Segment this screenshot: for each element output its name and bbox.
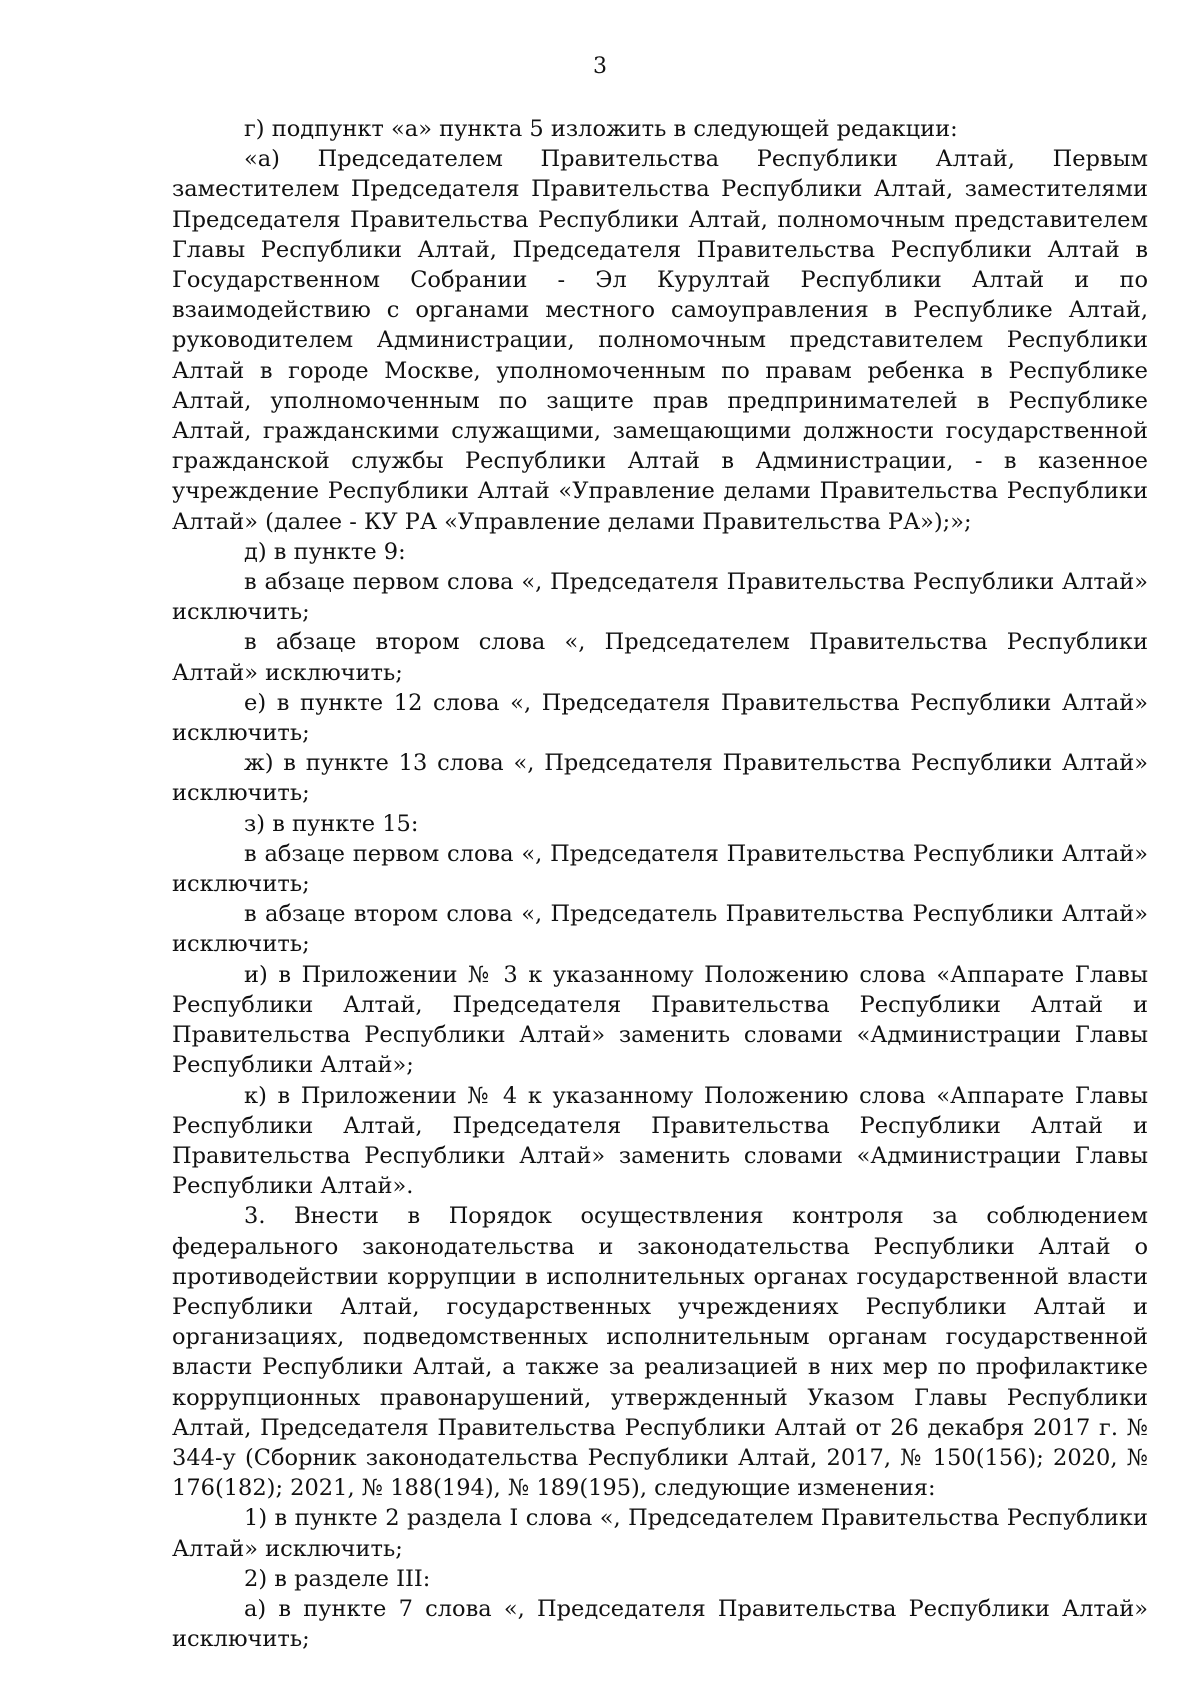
paragraph: «а) Председателем Правительства Республики Алтай, Первым заместителем Председателя Правительства Республики Алтай, заместителями Председателя Правительства Республики Алтай, полномочным представителем Главы Республики Алтай, Председателя Правительства Республики Алтай в Государственном Собрании - Эл Курултай Республики Алтай и по взаимодействию с органами местного самоуправления в Республике Алтай, руководителем Администрации, полномочным представителем Республики Алтай в городе Москве, уполномоченным по правам ребенка в Республике Алтай, уполномоченным по защите прав предпринимателей в Республике Алтай, гражданскими служащими, замещающими должности государственной гражданской службы Республики Алтай в Администрации, - в казенное учреждение Республики Алтай «Управление делами Правительства Республики Алтай» (далее - КУ РА «Управление делами Правительства РА»);»; (172, 146, 1148, 535)
paragraph: д) в пункте 9: (244, 538, 406, 565)
paragraph: з) в пункте 15: (244, 810, 419, 837)
paragraph: к) в Приложении № 4 к указанному Положению слова «Аппарате Главы Республики Алтай, Председателя Правительства Республики Алтай и Правительства Республики Алтай» заменить словами «Администрации Главы Республики Алтай». (172, 1082, 1148, 1200)
page-number: 3 (593, 54, 607, 79)
document-body (172, 114, 1148, 1654)
paragraph: 2) в разделе III: (244, 1565, 431, 1592)
paragraph: а) в пункте 7 слова «, Председателя Правительства Республики Алтай» исключить; (172, 1595, 1148, 1653)
paragraph: в абзаце первом слова «, Председателя Правительства Республики Алтай» исключить; (172, 840, 1148, 898)
paragraph: в абзаце втором слова «, Председателем Правительства Республики Алтай» исключить; (172, 629, 1148, 686)
paragraph: г) подпункт «а» пункта 5 изложить в следующей редакции: (244, 116, 958, 142)
paragraph: е) в пункте 12 слова «, Председателя Правительства Республики Алтай» исключить; (172, 689, 1148, 747)
paragraph: в абзаце втором слова «, Председатель Правительства Республики Алтай» исключить; (172, 901, 1148, 958)
paragraph: 3. Внести в Порядок осуществления контроля за соблюдением федерального законодательства и законодательства Республики Алтай о противодействии коррупции в исполнительных органах государственной власти Республики Алтай, государственных учреждениях Республики Алтай и организациях, подведомственных исполнительным органам государственной власти Республики Алтай, а также за реализацией в них мер по профилактике коррупционных правонарушений, утвержденный Указом Главы Республики Алтай, Председателя Правительства Республики Алтай от 26 декабря 2017 г. № 344-у (Сборник законодательства Республики Алтай, 2017, № 150(156); 2020, № 176(182); 2021, № 188(194), № 189(195), следующие изменения: (172, 1203, 1148, 1502)
paragraph: в абзаце первом слова «, Председателя Правительства Республики Алтай» исключить; (172, 569, 1148, 626)
paragraph: и) в Приложении № 3 к указанному Положению слова «Аппарате Главы Республики Алтай, Председателя Правительства Республики Алтай и Правительства Республики Алтай» заменить словами «Администрации Главы Республики Алтай»; (172, 961, 1148, 1079)
paragraph: 1) в пункте 2 раздела I слова «, Председателем Правительства Республики Алтай» исключить; (172, 1505, 1148, 1562)
paragraph: ж) в пункте 13 слова «, Председателя Правительства Республики Алтай» исключить; (172, 750, 1148, 807)
